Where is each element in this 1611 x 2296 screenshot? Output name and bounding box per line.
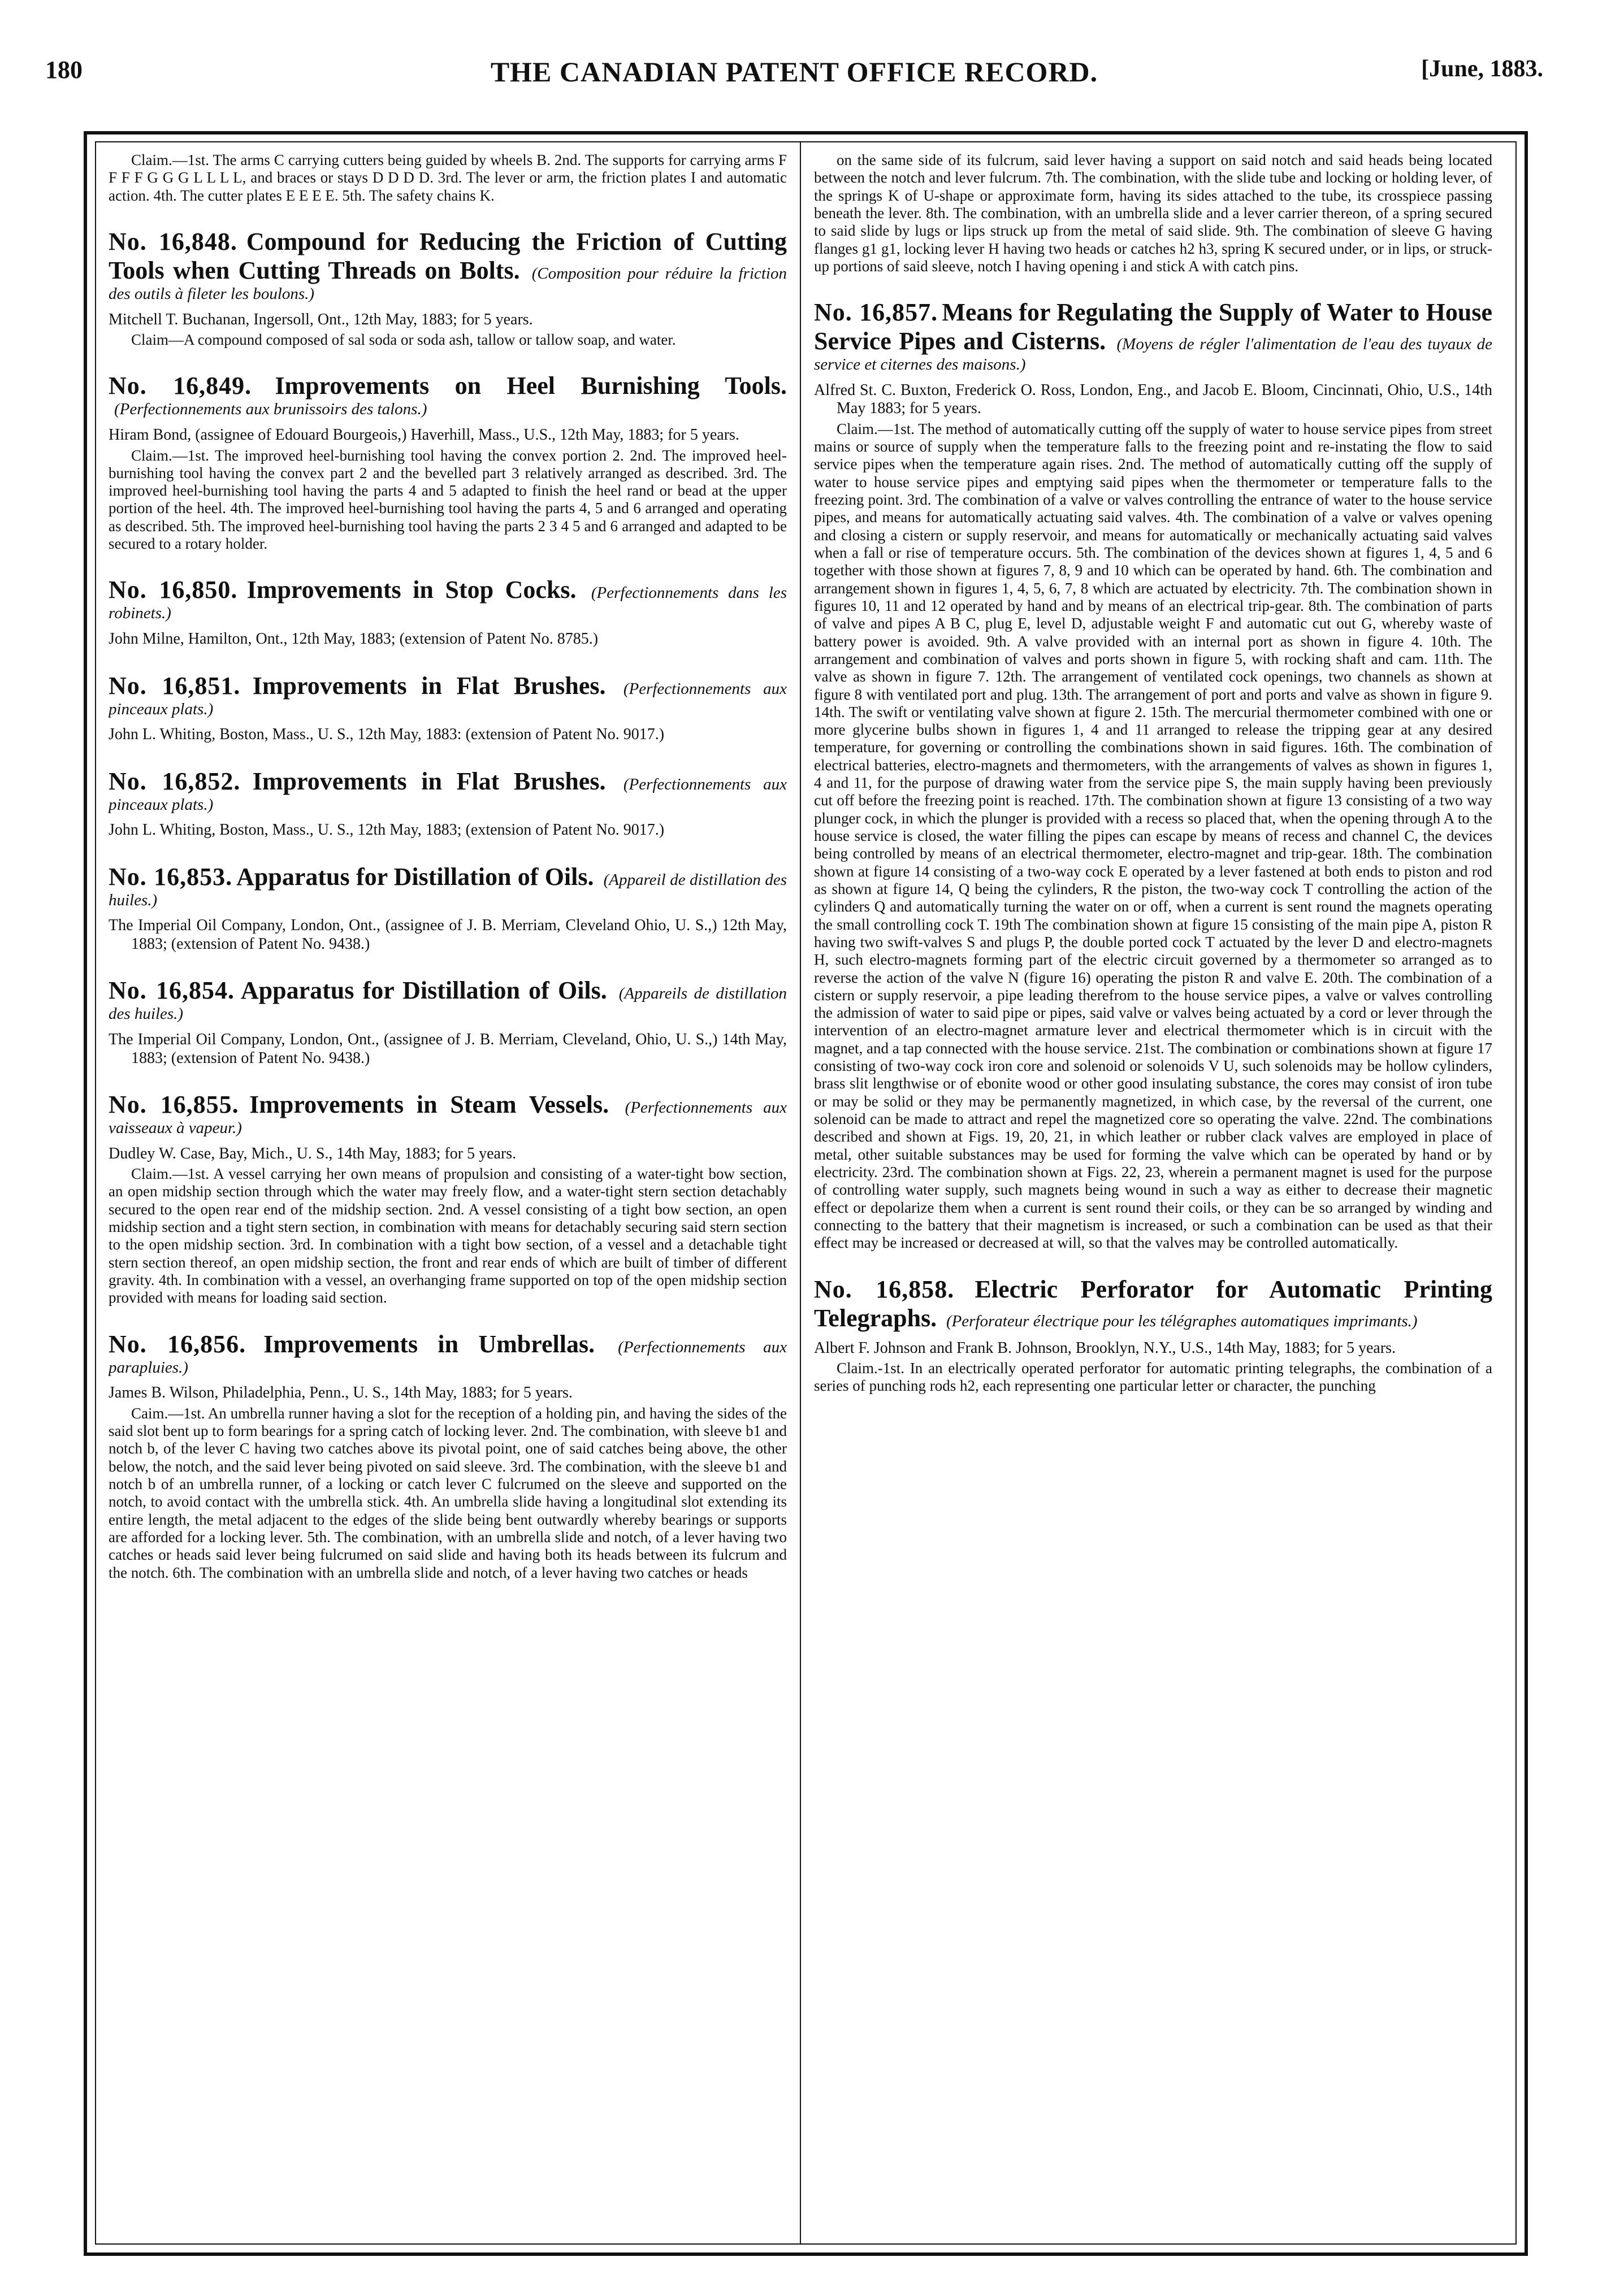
patent-entry xyxy=(109,976,787,1067)
patent-number: No. 16,848. xyxy=(109,227,237,255)
patent-entry xyxy=(109,862,787,954)
patentee-line: Albert F. Johnson and Frank B. Johnson, Brooklyn, N.Y., U.S., 14th May, 1883; for 5 years. xyxy=(814,1339,1396,1357)
patent-title: Improvements in Stop Cocks. xyxy=(246,576,577,604)
entry-heading xyxy=(109,1090,787,1138)
patentee-line: John L. Whiting, Boston, Mass., U. S., 12th May, 1883; (extension of Patent No. 9017.) xyxy=(109,821,665,839)
patent-claim: Claim.—1st. A vessel carrying her own means of propulsion and consisting of a water-tight bow section, an open midship section through which the water may freely flow, and a water-tight stern section detachably secured to the open rear end of the midship section. 2nd. A vessel consisting of a tight bow section, an open midship section and a tight stern section, in combination with means for detachably securing said stern section to the open midship section. 3rd. In combination with a tight bow section, of a vessel and a detachable tight stern section thereof, an open midship section, the front and rear ends of which are built of timber of different gravity. 4th. In combination with a vessel, an overhanging frame supported on top of the open midship section provided with means for loading said section. xyxy=(109,1165,787,1307)
patent-claim: Claim.—1st. The method of automatically cutting off the supply of water to house service pipes from street mains or source of supply when the temperature falls to the freezing point and re-instating the flow to said service pipes when the temperature again rises. 2nd. The method of automatically cutting off the supply of water to house service pipes and emptying said pipes when the thermometer or temperature falls to the freezing point. 3rd. The combination of a valve or valves controlling the entrance of water to the house service pipes, and means for automatically actuating said valves. 4th. The combination of a valve or valves opening and closing a cistern or supply reservoir, and means for automatically or mechanically actuating said valves when a fall or rise of temperature occurs. 5th. The combination of the devices shown at figures 1, 4, 5 and 6 together with those shown at figures 7, 8, 9 and 10 which can be operated by hand. 6th. The combination and arrangement shown in figures 1, 4, 5, 6, 7, 8 which are actuated by electricity. 7th. The combination shown in figures 10, 11 and 12 operated by hand and by means of an electrical trip-gear. 8th. The combination of parts of valve and pipes A B C, plug E, level D, adjustable weight F and automatic cut out G, whereby waste of battery power is avoided. 9th. A valve provided with an internal port as shown in figure 4. 10th. The arrangement and combination of valves and ports shown in figure 5, with rocking shaft and cam. 11th. The valve as shown in figure 7. 12th. The arrangement of ventilated cock openings, two channels as shown at figure 8 with ventilated port and plug. 13th. The arrangement of port and ports and valve as shown in figure 9. 14th. The swift or ventilating valve shown at figure 2. 15th. The mercurial thermometer combined with one or more glycerine bulbs shown in figures 1, 4 and 11 arranged to release the tripping gear at any desired temperature, for governing or controlling the combinations shown in said figures. 16th. The combination of electrical batteries, electro-magnets and thermometers, with the arrangements of valves as shown in figures 1, 4 and 11, for the purpose of drawing water from the service pipe S, the main supply having been previously cut off before the freezing point is reached. 17th. The combination shown at figure 13 consisting of a two way plunger cock, in which the plunger is provided with a recess so placed that, when the opening through A to the house service is closed, the water filling the pipes can escape by means of recess and channel C, the devices being controlled by means of an electrical thermometer, electro-magnet and trip-gear. 18th. The combination shown at figure 14 consisting of a two-way cock E operated by a lever fastened at both ends to piston and rod as shown at figure 14, Q being the cylinders, R the piston, the two-way cock T controlling the action of the cylinders Q and automatically turning the water on or off, when a current is sent round the magnets operating the small controlling cock T. 19th The combination shown at figure 15 consisting of the main pipe A, piston R having two swift-valves S and plugs P, the double ported cock T actuated by the lever D and electro-magnets H, such electro-magnets forming part of the electric circuit governed by a thermometer so arranged as to reverse the action of the valve N (figure 16) operating the piston R and valve E. 20th. The combination of a cistern or supply reservoir, a pipe leading therefrom to the house service pipes, a valve or valves controlling the admission of water to said pipe or pipes, said valve or valves being actuated by a cord or lever through the intervention of an electro-magnet armature lever and electrical thermometer which is in circuit with the magnet, and a tap connected with the house service. 21st. The combination or combinations shown at figure 17 consisting of two-way cock iron core and solenoid or solenoids V U, such solenoids may be hollow cylinders, brass slit lengthwise or of ebonite wood or other good insulating substance, the cores may consist of iron tube or may be solid or they may be permanently magnetized, in which case, by the reversal of the current, one solenoid can be made to attract and repel the magnetized core so operating the valve. 22nd. The combinations described and shown at Figs. 19, 20, 21, in which leather or rubber clack valves are employed in place of metal, other suitable substances may be used for forming the valve which can be operated by hand or by electricity. 23rd. The combination shown at Figs. 22, 23, wherein a permanent magnet is used for the purpose of controlling water supply, such magnets being wound in such a way as either to decrease their magnetic effect or depolarize them when a current is sent round their coils, or they can be so arranged by winding and connecting to the battery that their magnetism is increased, or such a combination can be used as that their effect may be increased or decreased at will, so that the valves may be controlled automatically. xyxy=(814,420,1492,1252)
patentee-line: The Imperial Oil Company, London, Ont., (assignee of J. B. Merriam, Cleveland, Ohio, U. S.,) 14th May, 1883; (extension of Patent No. 9438.) xyxy=(109,1031,787,1067)
patent-entry xyxy=(109,767,787,840)
patent-title-translation: (Perfectionnements aux pinceaux plats.) xyxy=(109,679,787,718)
patent-number: No. 16,852. xyxy=(109,767,241,795)
patent-title: Improvements on Heel Burnishing Tools. xyxy=(275,372,787,400)
patent-title-translation: (Moyens de régler l'alimentation de l'eau des tuyaux de service et citernes des maisons.) xyxy=(814,335,1492,374)
patent-title-translation: (Appareil de distillation des huiles.) xyxy=(109,870,787,909)
patent-number: No. 16,851. xyxy=(109,671,241,700)
left-column xyxy=(109,151,787,2237)
column-divider xyxy=(800,141,801,2245)
patentee-line: Alfred St. C. Buxton, Frederick O. Ross, London, Eng., and Jacob E. Bloom, Cincinnati, Ohio, U.S., 14th May 1883; for 5 years. xyxy=(814,381,1492,418)
patentee-line: The Imperial Oil Company, London, Ont., (assignee of J. B. Merriam, Cleveland Ohio, U. S.,) 12th May, 1883; (extension of Patent No. 9438.) xyxy=(109,917,787,953)
patent-title: Improvements in Flat Brushes. xyxy=(252,671,606,700)
page-header xyxy=(45,55,1543,101)
patent-title: Electric Perforator for Automatic Printing Telegraphs. xyxy=(814,1275,1492,1332)
patent-title: Improvements in Flat Brushes. xyxy=(252,767,606,795)
patent-number: No. 16,849. xyxy=(109,372,252,400)
patent-entry xyxy=(109,1330,787,1582)
patent-claim: Claim.—1st. The improved heel-burnishing tool having the convex portion 2. 2nd. The improved heel-burnishing tool having the convex part 2 and the bevelled part 3 relatively arranged as described. 3rd. The improved heel-burnishing tool having the parts 4 and 5 adapted to finish the heel rand or bead at the upper portion of the heel. 4th. The improved heel-burnishing tool having the parts 4, 5 and 6 arranged and operating as described. 5th. The improved heel-burnishing tool having the parts 2 3 4 5 and 6 arranged and adapted to be secured to a rotary holder. xyxy=(109,446,787,553)
patent-title: Improvements in Steam Vessels. xyxy=(249,1090,609,1118)
patentee-line: John Milne, Hamilton, Ont., 12th May, 1883; (extension of Patent No. 8785.) xyxy=(109,630,599,648)
patent-title-translation: (Perfectionnements dans les robinets.) xyxy=(109,584,787,623)
patent-number: No. 16,857. xyxy=(814,298,938,327)
patent-title: Improvements in Umbrellas. xyxy=(263,1330,595,1358)
patent-entry xyxy=(109,671,787,744)
entry-heading xyxy=(109,862,787,910)
entry-heading xyxy=(109,371,787,419)
issue-date: [June, 1883. xyxy=(1421,56,1543,82)
patent-title: Means for Regulating the Supply of Water to House Service Pipes and Cisterns. xyxy=(814,298,1492,355)
right-column xyxy=(814,151,1492,2237)
entry-heading xyxy=(109,227,787,304)
entry-heading xyxy=(109,976,787,1024)
patent-entry xyxy=(814,1275,1492,1395)
patent-title-translation: (Perfectionnements aux vaisseaux à vapeur.) xyxy=(109,1098,787,1137)
right-column-lead-text: on the same side of its fulcrum, said lever having a support on said notch and said heads being located between the notch and lever fulcrum. 7th. The combination, with the slide tube and locking or holding lever, of the springs K of U-shape or approximate form, having its sides attached to the tube, its crosspiece passing beneath the lever. 8th. The combination, with an umbrella slide and a lever carrier thereon, of a spring secured to said slide by lugs or lips struck up from the metal of said slide. 9th. The combination of sleeve G having flanges g1 g1, locking lever H having two heads or catches h2 h3, spring K secured under, or in lips, or struck-up portions of said sleeve, notch I having opening i and stick A with catch pins. xyxy=(814,151,1492,275)
patent-title: Compound for Reducing the Friction of Cutting Tools when Cutting Threads on Bolts. xyxy=(109,227,787,284)
patent-claim: Claim.-1st. In an electrically operated perforator for automatic printing telegraphs, the combination of a series of punching rods h2, each representing one particular letter or character, the punching xyxy=(814,1360,1492,1395)
page-number: 180 xyxy=(45,56,83,84)
patent-number: No. 16,853. xyxy=(109,862,233,891)
entry-heading xyxy=(109,767,787,815)
patent-number: No. 16,850. xyxy=(109,576,238,604)
patent-number: No. 16,855. xyxy=(109,1090,239,1118)
patentee-line: Mitchell T. Buchanan, Ingersoll, Ont., 12th May, 1883; for 5 years. xyxy=(109,310,533,328)
patent-number: No. 16,858. xyxy=(814,1275,955,1303)
patentee-line: James B. Wilson, Philadelphia, Penn., U. S., 14th May, 1883; for 5 years. xyxy=(109,1384,573,1402)
patent-claim: Claim—A compound composed of sal soda or soda ash, tallow or tallow soap, and water. xyxy=(131,331,676,349)
entry-heading xyxy=(109,1330,787,1378)
patentee-line: Dudley W. Case, Bay, Mich., U. S., 14th May, 1883; for 5 years. xyxy=(109,1144,517,1162)
entry-heading xyxy=(814,1275,1492,1333)
entry-heading xyxy=(109,575,787,623)
entry-heading xyxy=(109,671,787,719)
patent-entry xyxy=(109,227,787,349)
patent-entry xyxy=(814,298,1492,1252)
patent-number: No. 16,854. xyxy=(109,976,235,1005)
right-entries-list xyxy=(814,298,1492,1395)
patent-title-translation: (Perfectionnements aux parapluies.) xyxy=(109,1338,787,1377)
left-entries-list xyxy=(109,227,787,1582)
patent-title-translation: (Perforateur électrique pour les télégraphes automatiques imprimants.) xyxy=(946,1312,1418,1330)
left-column-lead-text: Claim.—1st. The arms C carrying cutters being guided by wheels B. 2nd. The supports for carrying arms F F F F G G G L L L L, and braces or stays D D D D. 3rd. The lever or arm, the friction plates I and automatic action. 4th. The cutter plates E E E E. 5th. The safety chains K. xyxy=(109,151,787,204)
patentee-line: Hiram Bond, (assignee of Edouard Bourgeois,) Haverhill, Mass., U.S., 12th May, 1883; for 5 years. xyxy=(109,426,739,444)
patent-entry xyxy=(109,1090,787,1307)
patent-entry xyxy=(109,371,787,553)
patent-title: Apparatus for Distillation of Oils. xyxy=(236,862,594,891)
patent-title-translation: (Appareils de distillation des huiles.) xyxy=(109,984,787,1023)
patent-entry xyxy=(109,575,787,648)
entry-heading xyxy=(814,298,1492,375)
patent-title-translation: (Composition pour réduire la friction des outils à fileter les boulons.) xyxy=(109,264,787,303)
patent-claim: Caim.—1st. An umbrella runner having a slot for the reception of a holding pin, and having the sides of the said slot bent up to form bearings for a spring catch of locking lever. 2nd. The combination, with sleeve b1 and notch b, of the lever C having two catches above its pivotal point, one of said catches being above, the other below, the notch, and the said lever being pivoted on said sleeve. 3rd. The combination, with the sleeve b1 and notch b of an umbrella runner, of a locking or catch lever C fulcrumed on the sleeve and supported on the notch, to avoid contact with the umbrella stick. 4th. An umbrella slide having a longitudinal slot extending its entire length, the metal adjacent to the edges of the slide being bent outwardly whereby bearings or supports are afforded for a locking lever. 5th. The combination, with an umbrella slide and notch, of a lever having two catches or heads said lever being fulcrumed on said slide and having both its heads between its fulcrum and the notch. 6th. The combination with an umbrella slide and notch, of a lever having two catches or heads xyxy=(109,1404,787,1581)
patent-title-translation: (Perfectionnements aux pinceaux plats.) xyxy=(109,775,787,814)
patent-title: Apparatus for Distillation of Oils. xyxy=(240,976,607,1005)
patent-title-translation: (Perfectionnements aux brunissoirs des talons.) xyxy=(114,400,427,419)
patentee-line: John L. Whiting, Boston, Mass., U. S., 12th May, 1883: (extension of Patent No. 9017.) xyxy=(109,726,665,744)
patent-number: No. 16,856. xyxy=(109,1330,246,1358)
journal-title: THE CANADIAN PATENT OFFICE RECORD. xyxy=(490,56,1098,88)
